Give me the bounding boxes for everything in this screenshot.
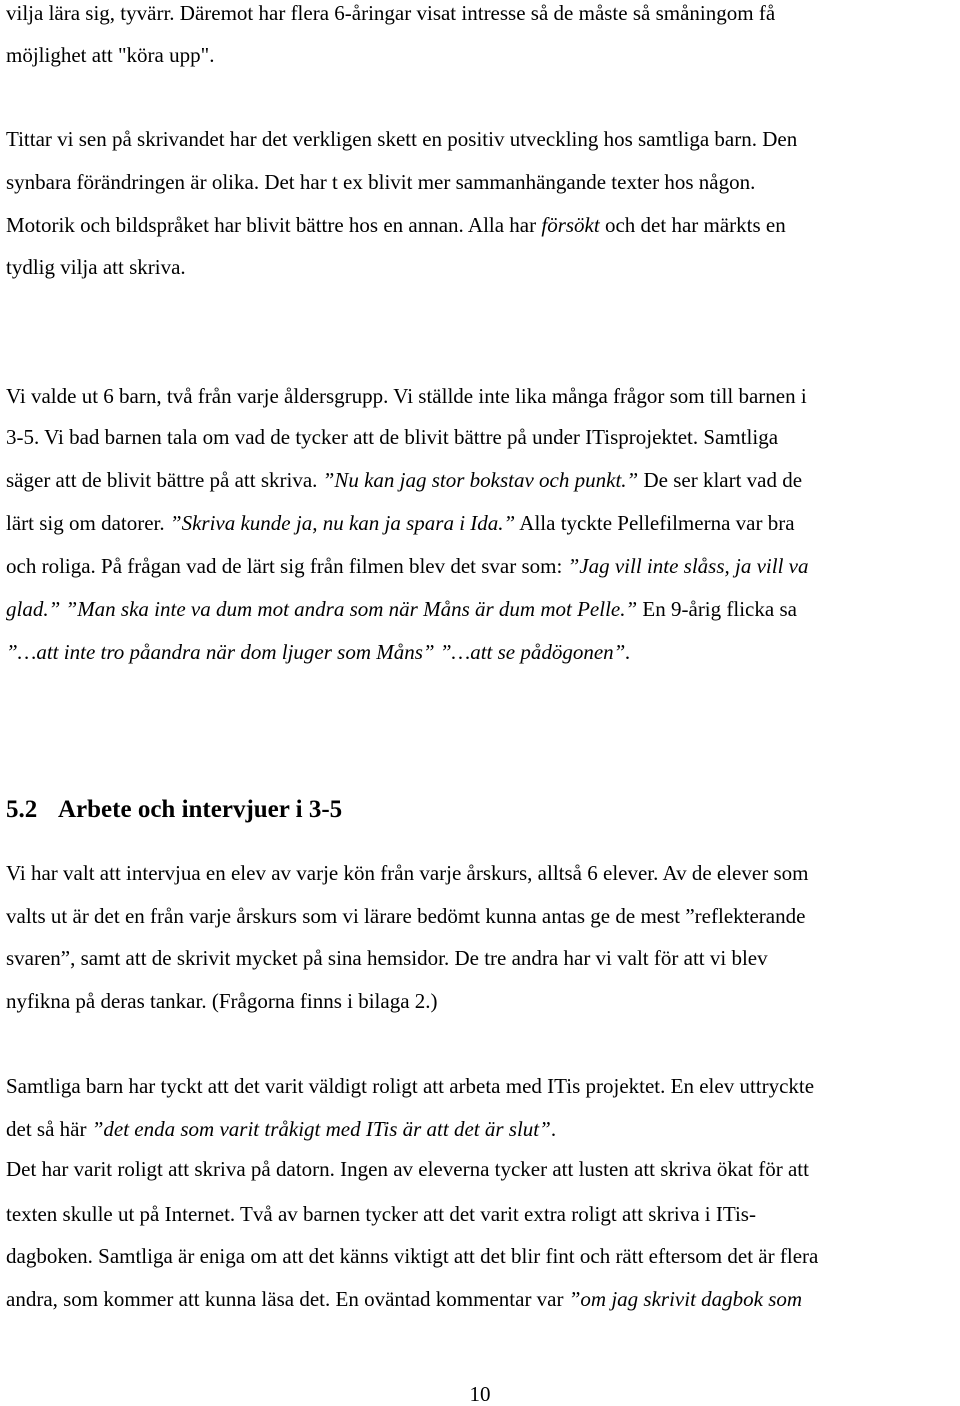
paragraph-3-line-5 (6, 553, 808, 579)
quote-man-ska: glad.” ”Man ska inte va dum mot andra som när Måns är dum mot Pelle.” (6, 597, 638, 621)
paragraph-3-line-1: Vi valde ut 6 barn, två från varje åldersgrupp. Vi ställde inte lika många frågor som till barnen i (6, 384, 807, 408)
paragraph-3-line-4 (6, 510, 795, 536)
section-number: 5.2 (6, 796, 38, 823)
quote-det-enda: ”det enda som varit tråkigt med ITis är att det är slut” (91, 1117, 551, 1141)
section-title: Arbete och intervjuer i 3-5 (58, 796, 343, 823)
paragraph-5-line-6-text: andra, som kommer att kunna läsa det. En oväntad kommentar var (6, 1287, 564, 1311)
paragraph-5-line-2-end: . (550, 1117, 557, 1141)
paragraph-5-line-1: Samtliga barn har tyckt att det varit väldigt roligt att arbeta med ITis projektet. En elev uttryckte (6, 1074, 815, 1098)
quote-om-jag-skrivit: ”om jag skrivit dagbok som (568, 1287, 803, 1311)
paragraph-2-line-3-emphasis: försökt (541, 213, 600, 237)
paragraph-1-line-1: vilja lära sig, tyvärr. Däremot har flera 6-åringar visat intresse så de måste så småningom få (6, 1, 776, 25)
paragraph-3-line-3-text: säger att de blivit bättre på att skriva. (6, 468, 318, 492)
page-number: 10 (469, 1382, 491, 1406)
paragraph-2-line-3 (6, 212, 786, 238)
quote-stor-bokstav: ”Nu kan jag stor bokstav och punkt.” (322, 468, 639, 492)
paragraph-3-line-5-text: och roliga. På frågan vad de lärt sig från filmen blev det svar som: (6, 554, 563, 578)
paragraph-5-line-4: texten skulle ut på Internet. Två av barnen tycker att det varit extra roligt att skriva i ITis- (6, 1202, 756, 1226)
paragraph-3-line-3-end: De ser klart vad de (643, 468, 803, 492)
paragraph-5-line-6 (6, 1286, 802, 1312)
paragraph-3-line-4-text: lärt sig om datorer. (6, 511, 165, 535)
paragraph-5-line-2-text: det så här (6, 1117, 87, 1141)
paragraph-3-line-7 (6, 639, 631, 665)
paragraph-3-line-6 (6, 596, 797, 622)
paragraph-4-line-3: svaren”, samt att de skrivit mycket på sina hemsidor. De tre andra har vi valt för att vi blev (6, 946, 768, 970)
paragraph-3-line-3 (6, 467, 802, 493)
quote-skriva-kunde: ”Skriva kunde ja, nu kan ja spara i Ida.” (169, 511, 516, 535)
paragraph-2-line-2: synbara förändringen är olika. Det har t ex blivit mer sammanhängande texter hos någon. (6, 170, 756, 194)
paragraph-2-line-1: Tittar vi sen på skrivandet har det verkligen skett en positiv utveckling hos samtliga barn. Den (6, 127, 798, 151)
paragraph-4-line-1: Vi har valt att intervjua en elev av varje kön från varje årskurs, alltså 6 elever. Av de elever som (6, 861, 809, 885)
paragraph-5-line-3: Det har varit roligt att skriva på datorn. Ingen av eleverna tycker att lusten att skriva ökat för att (6, 1157, 809, 1181)
paragraph-2-line-3-text: Motorik och bildspråket har blivit bättre hos en annan. Alla har (6, 213, 537, 237)
paragraph-3-line-4-end: Alla tyckte Pellefilmerna var bra (519, 511, 795, 535)
paragraph-2-line-4: tydlig vilja att skriva. (6, 255, 186, 279)
paragraph-1-line-2: möjlighet att "köra upp". (6, 43, 215, 67)
paragraph-4-line-2: valts ut är det en från varje årskurs som vi lärare bedömt kunna antas ge de mest ”reflekterande (6, 904, 806, 928)
quote-att-inte-tro: ”…att inte tro påandra när dom ljuger som Måns” ”…att se pådögonen”. (6, 640, 631, 664)
quote-jag-vill: ”Jag vill inte slåss, ja vill va (567, 554, 809, 578)
paragraph-3-line-2: 3-5. Vi bad barnen tala om vad de tycker att de blivit bättre på under ITisprojektet. Samtliga (6, 425, 779, 449)
paragraph-5-line-2 (6, 1116, 556, 1142)
paragraph-5-line-5: dagboken. Samtliga är eniga om att det känns viktigt att det blir fint och rätt eftersom det är flera (6, 1244, 819, 1268)
paragraph-2-line-3-end: och det har märkts en (604, 213, 786, 237)
paragraph-3-line-6-end: En 9-årig flicka sa (642, 597, 797, 621)
section-heading (6, 795, 342, 825)
paragraph-4-line-4: nyfikna på deras tankar. (Frågorna finns i bilaga 2.) (6, 989, 438, 1013)
